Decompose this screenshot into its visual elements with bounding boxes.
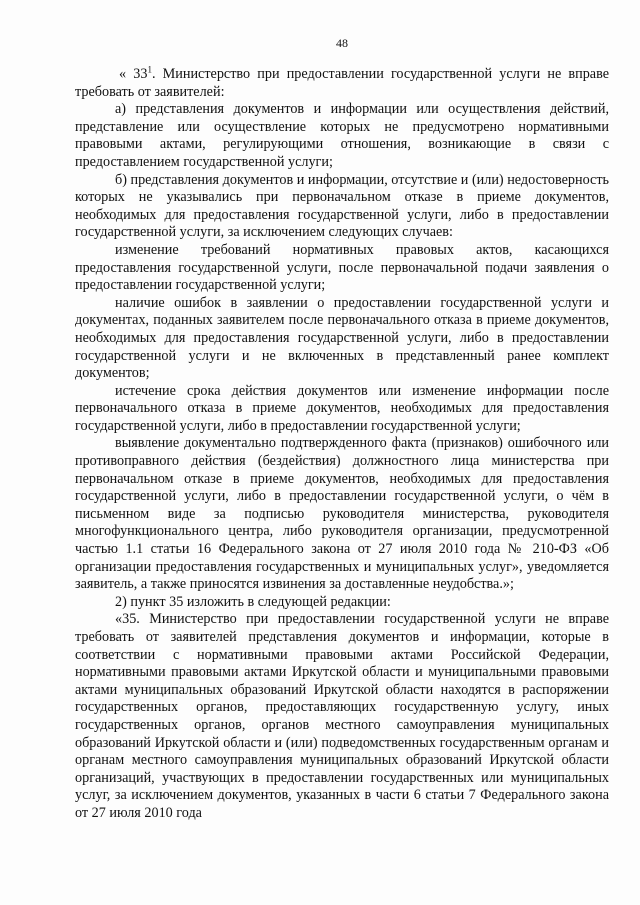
paragraph-item-a: а) представления документов и информации или осуществления действий, представление или осуществление которых не предусмотрено нормативными правовыми актами, регулирующими отношения, возникающие в связи с предоставлением государственной услуги;: [75, 101, 609, 170]
paragraph-case-4: выявление документально подтвержденного факта (признаков) ошибочного или противоправного действия (бездействия) должностного лица министерства при первоначальном отказе в приеме документов, необходимых для предоставления государственной услуги, либо в предоставлении государственной услуги, о чём в письменном виде за подписью руководителя министерства, руководителя многофункционального центра, либо руководителя организации, предусмотренной частью 1.1 статьи 16 Федерального закона от 27 июля 2010 года № 210-ФЗ «Об организации предоставления государственных и муниципальных услуг», уведомляется заявитель, а также приносятся извинения за доставленные неудобства.»;: [75, 435, 609, 593]
document-body: [75, 66, 609, 823]
paragraph-33-1: [75, 66, 609, 101]
paragraph-case-2: наличие ошибок в заявлении о предоставлении государственной услуги и документах, поданных заявителем после первоначального отказа в приеме документов, необходимых для предоставления государственной услуги, либо в предоставлении государственной услуги и не включенных в представленный ранее комплект документов;: [75, 294, 609, 382]
paragraph-33-1-text: . Министерство при предоставлении государственной услуги не вправе требовать от заявителей:: [75, 66, 609, 100]
paragraph-33-1-start: « 33: [119, 66, 148, 82]
paragraph-point-2: 2) пункт 35 изложить в следующей редакции:: [115, 593, 391, 610]
paragraph-33-1-superscript: 1: [147, 64, 152, 75]
paragraph-case-3: истечение срока действия документов или изменение информации после первоначального отказа в приеме документов, необходимых для предоставления государственной услуги, либо в предоставлении государственной услуги;: [75, 382, 609, 434]
paragraph-item-b: б) представления документов и информации, отсутствие и (или) недостоверность которых не указывались при первоначальном отказе в приеме документов, необходимых для предоставления государственной услуги, либо в предоставлении государственной услуги, за исключением следующих случаев:: [75, 171, 609, 241]
paragraph-35: «35. Министерство при предоставлении государственной услуги не вправе требовать от заявителей представления документов и информации, которые в соответствии с нормативными правовыми актами Российской Федерации, нормативными правовыми актами Иркутской области и муниципальными правовыми актами муниципальных образований Иркутской области находятся в распоряжении государственных органов, предоставляющих государственную услугу, иных государственных органов, органов местного самоуправления муниципальных образований Иркутской области и (или) подведомственных государственным органам и органам местного самоуправления муниципальных образований Иркутской области организаций, участвующих в предоставлении государственных или муниципальных услуг, за исключением документов, указанных в части 6 статьи 7 Федерального закона от 27 июля 2010 года: [75, 611, 609, 821]
paragraph-case-1: изменение требований нормативных правовых актов, касающихся предоставления государственной услуги, после первоначальной подачи заявления о предоставлении государственной услуги;: [75, 241, 609, 294]
page-number: 48: [336, 36, 348, 50]
